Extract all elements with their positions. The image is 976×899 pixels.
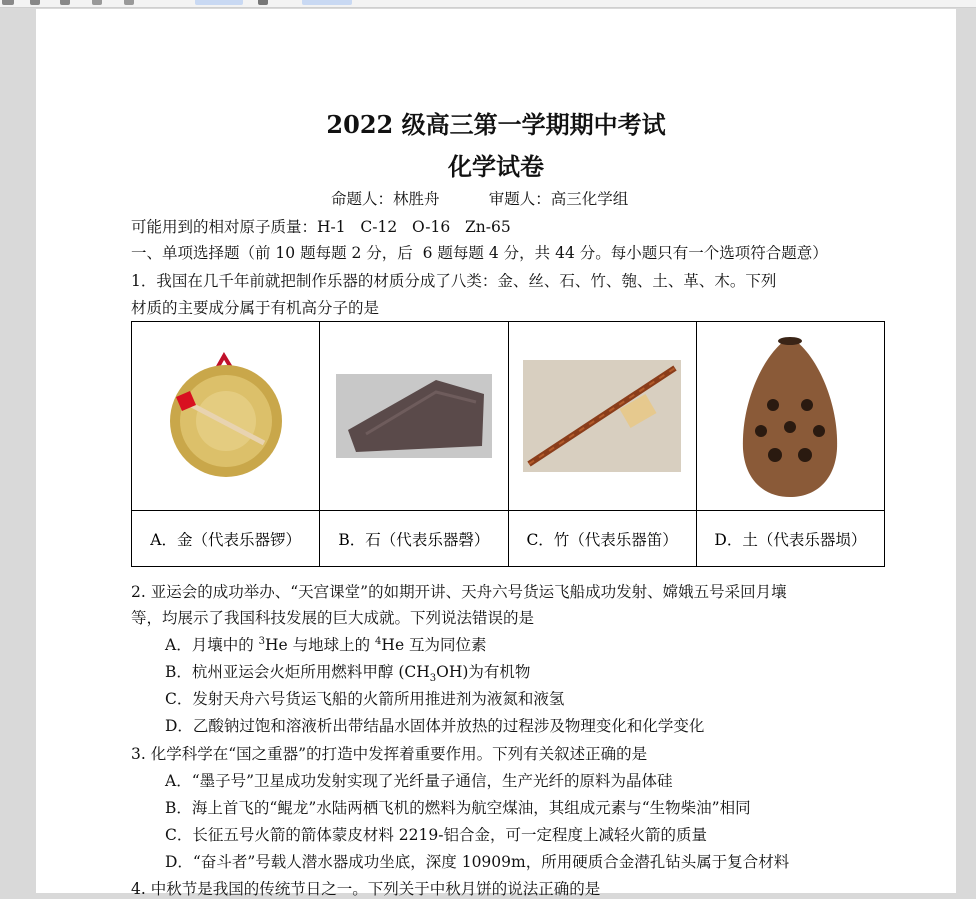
toolbar-button[interactable]: [92, 0, 102, 5]
q3-option-d: D．“奋斗者”号载人潜水器成功坐底，深度 10909m，所用硬质合金潜孔钻头属于复合材料: [165, 853, 790, 871]
toolbar-button[interactable]: [258, 0, 268, 5]
toolbar-button[interactable]: [302, 0, 352, 5]
q2-option-a-sup2: 4: [375, 635, 382, 647]
q2-option-b: [165, 660, 530, 684]
gong-image: [156, 351, 296, 481]
option-d-image-cell: [696, 322, 884, 511]
q2-option-a-pre: A．月壤中的: [165, 636, 259, 654]
section-heading: 一、单项选择题（前 10 题每题 2 分，后 6 题每题 4 分，共 44 分。每小题只有一个选项符合题意）: [131, 244, 828, 262]
q2-option-a-sup1: 3: [258, 635, 265, 647]
toolbar-button[interactable]: [60, 0, 70, 5]
q2-option-c: C．发射天舟六号货运飞船的火箭所用推进剂为液氮和液氢: [165, 690, 565, 708]
xun-ocarina-image: [735, 331, 845, 501]
option-b-image-cell: [320, 322, 508, 511]
toolbar-button[interactable]: [30, 0, 40, 5]
q1-stem-line1: 1．我国在几千年前就把制作乐器的材质分成了八类：金、丝、石、竹、匏、土、革、木。下列: [131, 272, 777, 290]
option-d-label: D．土（代表乐器埙）: [696, 511, 884, 567]
exam-subtitle: 化学试卷: [448, 152, 544, 181]
document-page: [36, 9, 956, 898]
q3-stem: 3. 化学科学在“国之重器”的打造中发挥着重要作用。下列有关叙述正确的是: [131, 745, 648, 763]
q3-option-b: B．海上首飞的“鲲龙”水陆两栖飞机的燃料为航空煤油，其组成元素与“生物柴油”相同: [165, 799, 751, 817]
option-a-image-cell: [132, 322, 320, 511]
bamboo-flute-image: [523, 360, 681, 472]
option-c-label: C．竹（代表乐器笛）: [508, 511, 696, 567]
option-b-label: B．石（代表乐器磬）: [320, 511, 508, 567]
chime-stone-image: [336, 374, 492, 458]
atomic-mass-line: 可能用到的相对原子质量：H-1 C-12 O-16 Zn-65: [131, 218, 511, 236]
q1-stem-line2: 材质的主要成分属于有机高分子的是: [131, 299, 380, 317]
authors-line: 命题人：林胜舟 审题人：高三化学组: [331, 190, 629, 208]
q2-stem-line2: 等，均展示了我国科技发展的巨大成就。下列说法错误的是: [131, 609, 535, 627]
q2-stem-line1: 2. 亚运会的成功举办、“天宫课堂”的如期开讲、天舟六号货运飞船成功发射、嫦娥五号采回月壤: [131, 583, 787, 601]
q3-option-c: C．长征五号火箭的箭体蒙皮材料 2219-铝合金，可一定程度上减轻火箭的质量: [165, 826, 707, 844]
option-a-label: A．金（代表乐器锣）: [132, 511, 320, 567]
toolbar-button[interactable]: [124, 0, 134, 5]
exam-title: 2022 级高三第一学期期中考试: [326, 110, 666, 139]
q2-option-b-sub: 3: [429, 673, 437, 685]
q2-option-d: D．乙酸钠过饱和溶液析出带结晶水固体并放热的过程涉及物理变化和化学变化: [165, 717, 705, 735]
toolbar: [0, 0, 976, 8]
q1-options-table: [131, 321, 885, 567]
q2-option-b-pre: B．杭州亚运会火炬所用燃料甲醇 (CH: [165, 663, 430, 681]
q2-option-a: [165, 633, 487, 655]
q3-option-a: A．“墨子号”卫星成功发射实现了光纤量子通信，生产光纤的原料为晶体硅: [165, 772, 673, 790]
toolbar-button[interactable]: [2, 0, 14, 5]
q4-stem: 4. 中秋节是我国的传统节日之一。下列关于中秋月饼的说法正确的是: [131, 880, 601, 898]
option-c-image-cell: [508, 322, 696, 511]
toolbar-button[interactable]: [195, 0, 243, 5]
q2-option-a-post: He 互为同位素: [381, 636, 487, 654]
q2-option-b-post: OH)为有机物: [436, 663, 531, 681]
q2-option-a-mid: He 与地球上的: [265, 636, 376, 654]
